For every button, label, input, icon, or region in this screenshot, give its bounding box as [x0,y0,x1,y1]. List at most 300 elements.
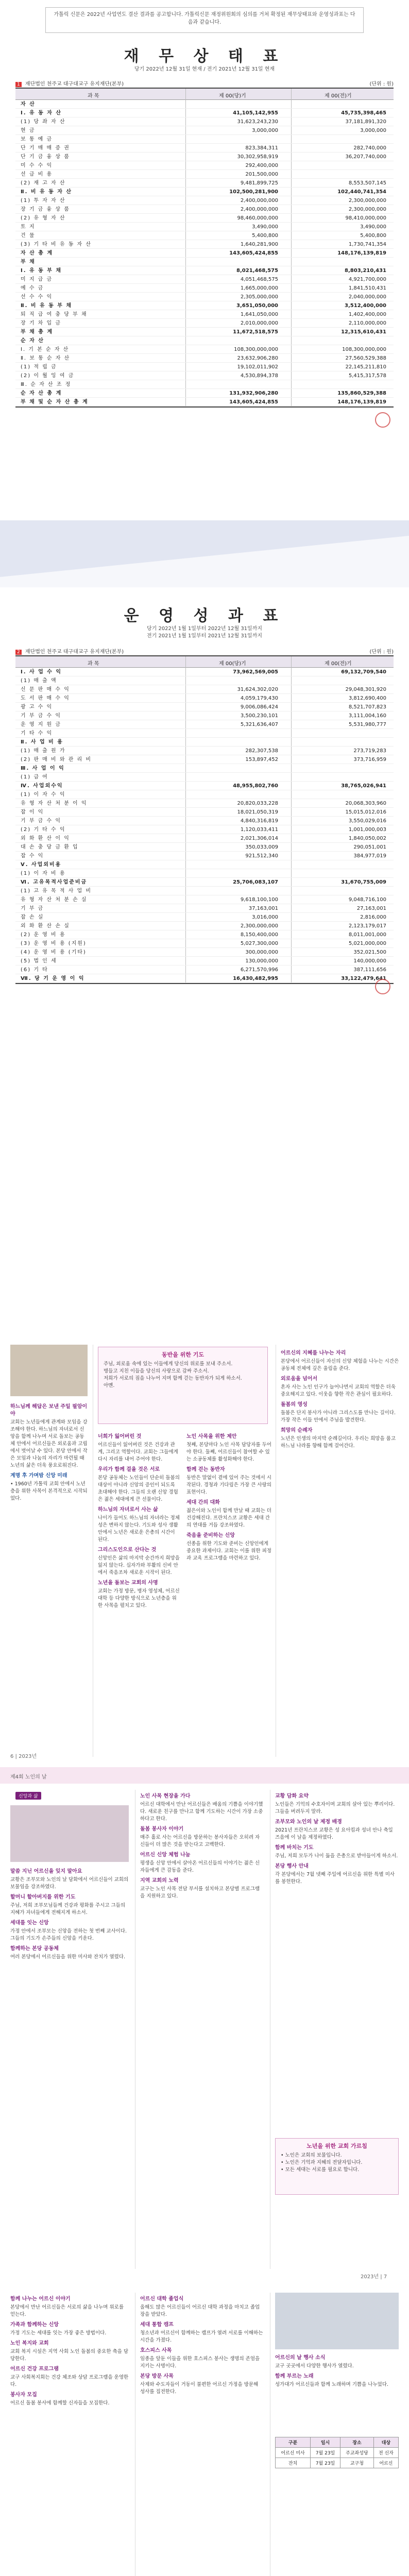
col-header-current: 제 00(당)기 [219,661,246,667]
value-current: 5,321,636,407 [240,722,278,727]
table-row [15,240,394,249]
row-label: 기 부 금 [21,906,44,911]
box-line: 병들고 지친 이들을 당신의 사랑으로 감싸 주소서. [104,1368,209,1374]
table-header [15,89,394,100]
value-prior: 27,163,001 [356,906,386,911]
value-current: 20,820,033,228 [237,801,278,806]
value-prior: 1,840,050,002 [348,836,386,841]
article-body: 여러 본당에서 어르신들을 위한 미사와 잔치가 열렸다. [10,1954,126,1960]
table-row [15,694,394,703]
article-column-2 [140,2293,264,2396]
article-photo [275,2293,399,2349]
row-label: (3) 기 타 비 유 동 자 산 [21,242,92,247]
row-label: 현 금 [21,128,36,133]
article-heading: 함께 부르는 노래 [275,2374,314,2379]
table-header-cell: 일시 [311,2437,340,2448]
article-page-3 [0,1767,409,2282]
article-heading: 봉사자 모집 [10,2392,37,2398]
row-label: (1) 투 자 자 산 [21,198,66,204]
value-current: 282,307,538 [245,748,278,754]
article-heading: 하느님의 자녀로서 사는 삶 [98,1507,158,1513]
row-label: 기 부 금 수 익 [21,713,62,719]
article-body: 첫째, 본당마다 노인 사목 담당자를 두어야 한다. 둘째, 어르신들이 참여할 수 있는 소공동체를 활성화해야 한다. [186,1442,271,1462]
row-label: 잡 손 실 [21,914,44,920]
value-prior: 1,841,510,431 [348,285,386,291]
row-label: Ⅰ. 사 업 수 익 [21,669,62,675]
value-prior: 108,300,000,000 [342,347,386,352]
value-current: 4,530,894,378 [240,373,278,379]
op-entity-row [15,647,394,655]
value-current: 8,150,400,000 [240,932,278,938]
value-current: 1,665,000,000 [240,285,278,291]
value-prior: 373,716,959 [353,757,386,762]
value-current: 1,640,281,900 [240,242,278,247]
table-row [15,310,394,319]
value-prior: 22,145,211,810 [345,364,386,370]
article-heading: 노인 사목을 위한 제안 [186,1434,237,1439]
table-row [15,275,394,284]
article-body: 나이가 들어도 하느님의 자녀라는 정체성은 변하지 않는다. 기도와 성사 생활 안에서 노년은 새로운 은총의 시간이 된다. [98,1515,180,1543]
article-heading: 어르신 건강 프로그램 [10,2366,59,2372]
article-body: 동반은 말없이 곁에 있어 주는 것에서 시작된다. 경청과 기다림은 가장 큰 사랑의 표현이다. [186,1475,271,1495]
value-current: 823,384,311 [245,145,278,151]
value-current: 18,021,050,319 [237,809,278,815]
row-label: Ⅰ. 기 본 순 자 산 [21,347,70,352]
row-label: Ⅴ. 사업외비용 [21,862,62,868]
table-row [15,676,394,685]
value-prior: 352,021,500 [353,950,386,955]
table-row [15,100,394,109]
value-current: 102,500,281,900 [229,189,278,195]
value-prior: 3,812,690,400 [348,696,386,701]
table-row [15,773,394,782]
table-row [15,354,394,363]
table-row [15,685,394,694]
value-prior: 2,110,000,000 [348,320,386,326]
value-prior: 12,315,610,431 [341,329,386,335]
page-header: 제4회 노인의 날 [10,1774,47,1780]
table-row [15,371,394,380]
table-cell: 주교좌성당 [340,2448,374,2458]
value-current: 4,059,179,430 [240,696,278,701]
value-current: 30,302,958,919 [237,154,278,160]
article-intro [10,1400,88,1502]
row-label: (5) 법 인 세 [21,958,57,964]
table-row [15,834,394,843]
article-column-2 [140,1790,264,1900]
row-label: Ⅱ. 비 유 동 자 산 [21,189,73,195]
article-heading: 가족과 함께하는 신앙 [10,2322,59,2328]
row-label: 부 채 및 순 자 산 총 계 [21,399,89,405]
article-body: 성가대가 어르신들과 함께 노래하며 기쁨을 나누었다. [275,2382,389,2387]
box-line: • 노인은 기억과 지혜의 전달자입니다. [281,2160,363,2165]
table-row [15,144,394,152]
article-heading: 본당 방문 사목 [140,2374,174,2379]
row-label: (2) 운 영 비 용 [21,932,66,938]
value-prior: 20,068,303,960 [345,801,386,806]
value-current: 4,051,468,575 [240,277,278,282]
article-body: 본당에서 만난 어르신들은 서로의 삶을 나누며 위로를 얻는다. [10,2304,124,2317]
table-row [15,126,394,135]
article-heading: 희망의 순례자 [281,1428,313,1433]
value-current: 31,623,243,230 [237,119,278,125]
table-row [15,747,394,755]
value-current: 921,512,340 [245,853,278,859]
value-current: 201,500,000 [245,172,278,177]
row-label: 장 기 금 융 상 품 [21,207,70,212]
value-prior: 9,048,716,100 [348,897,386,903]
row-label: Ⅲ. 사 업 이 익 [21,766,65,771]
row-label: Ⅱ. 사 업 비 용 [21,739,63,745]
table-row [15,790,394,799]
value-prior: 3,000,000 [360,128,386,133]
article-body: 교회는 노년들에게 관계와 모임을 강조해야 한다. 하느님의 자녀로서 신앙을 함께 나누며 서로 돌보는 공동체 안에서 어르신들은 외로움과 고립에서 벗어날 수 있다. 본당 안에서 작은 모임과 나눔의 자리가 마련될 때 노년의 삶은 더욱 풍요로워진다. [10,1419,88,1468]
article-column-2 [186,1430,271,1562]
value-current: 41,105,142,955 [233,110,278,116]
value-current: 131,932,906,280 [229,391,278,396]
article-column-1 [10,2293,129,2407]
row-label: Ⅲ. 순 자 산 조 정 [21,382,72,387]
teaching-title: 노년을 위한 교회 가르침 [306,2143,367,2149]
box-line: • 노인은 교회의 보물입니다. [281,2153,342,2158]
article-heading: 본당 행사 안내 [275,1863,309,1869]
article-column-1 [98,1430,180,1609]
table-row [15,117,394,126]
article-heading: 호스피스 사목 [140,2348,172,2353]
row-label: 단 기 매 매 증 권 [21,145,70,151]
table-row [15,738,394,747]
row-label: 단 기 금 융 상 품 [21,154,70,160]
row-label: 선 수 수 익 [21,294,53,300]
row-label: 부 채 총 계 [21,329,54,335]
article-body: 선종을 위한 기도와 준비는 신앙인에게 중요한 과제이다. 교회는 이를 위한 피정과 교육 프로그램을 마련하고 있다. [186,1541,271,1561]
value-prior: 140,000,000 [353,958,386,964]
table-row [15,398,394,406]
table-cell: 전 신자 [373,2448,398,2458]
value-current: 31,624,302,020 [237,687,278,692]
table-header-cell: 장소 [340,2437,374,2448]
row-label: (3) 운 영 비 용 (지원) [21,941,87,946]
value-prior: 3,512,400,000 [345,303,386,309]
article-page-4 [0,2287,409,2576]
table-cell: 7월 23일 [311,2458,340,2468]
box-line: 주님, 외로움 속에 있는 이들에게 당신의 위로를 보내 주소서. [104,1361,233,1367]
event-table [275,2437,399,2468]
value-prior: 3,550,029,016 [348,818,386,824]
table-row [15,817,394,825]
table-row [15,808,394,817]
value-prior: 69,132,709,540 [341,669,386,675]
row-label: 외 화 환 산 이 익 [21,836,70,841]
value-current: 2,400,000,000 [240,207,278,212]
article-body: 혼자 사는 노인 인구가 늘어나면서 교회의 역할은 더욱 중요해지고 있다. 이웃을 향한 작은 관심이 필요하다. [281,1384,396,1397]
article-column-3 [275,1790,399,1886]
table-cell: 잔치 [276,2458,311,2468]
table-row [15,869,394,878]
table-row [15,293,394,301]
value-prior: 3,490,000 [360,224,386,230]
article-body: 주님, 저희 모두가 나이 듦을 은총으로 받아들이게 하소서. [275,1853,398,1859]
seal-stamp [375,979,390,994]
value-current: 4,840,316,819 [240,818,278,824]
table-row [15,152,394,161]
value-prior: 5,400,800 [360,233,386,239]
value-prior: 98,410,000,000 [345,215,386,221]
article-heading: 세대를 잇는 신앙 [10,1920,49,1926]
article-heading: 하느님께 해답은 보낸 주일 필암이야 [10,1404,88,1417]
table-row [15,965,394,974]
table-row [15,301,394,310]
value-current: 9,618,100,100 [240,897,278,903]
value-current: 2,021,306,014 [240,836,278,841]
article-body: 매주 홀로 사는 어르신을 방문하는 봉사자들은 오히려 자신들이 더 많은 것을 받는다고 고백한다. [140,1835,260,1848]
table-row [15,843,394,852]
article-heading: 노인 복지와 교회 [10,2341,49,2346]
value-current: 1,641,050,000 [240,312,278,317]
article-heading: 함께 바치는 기도 [275,1845,314,1851]
col-header-item: 과 목 [88,661,99,667]
value-current: 11,672,518,575 [233,329,278,335]
table-row [15,729,394,738]
op-unit: (단위 : 원) [369,649,394,655]
value-prior: 2,816,000 [360,914,386,920]
table-row [15,258,394,266]
value-prior: 27,560,529,388 [345,355,386,361]
value-prior: 1,730,741,354 [348,242,386,247]
value-prior: 5,415,317,578 [348,373,386,379]
article-heading: 죽음을 준비하는 신앙 [186,1533,235,1538]
table-row [15,161,394,170]
value-prior: 273,719,283 [353,748,386,754]
article-body: 노인들은 기억의 수호자이며 교회의 살아 있는 뿌리이다. 그들을 버려두지 말라. [275,1802,395,1815]
row-label: 기 타 수 익 [21,731,53,736]
article-body: 어르신 대학에서 만난 어르신들은 배움의 기쁨을 이야기했다. 새로운 친구를 만나고 함께 기도하는 시간이 가장 소중하다고 한다. [140,1802,263,1822]
row-label: (1) 이 자 수 익 [21,792,66,798]
row-label: 보 통 예 금 [21,137,53,142]
value-current: 5,400,800 [252,233,278,239]
article-heading: 말씀 지닌 어르신을 잊지 말아요 [10,1869,82,1874]
article-heading: 우리가 함께 걸을 것은 서로 [98,1467,160,1472]
bs-unit: (단위 : 원) [369,81,394,87]
table-row [15,782,394,790]
value-current: 153,897,452 [245,757,278,762]
article-body: 평생을 신앙 안에서 살아온 어르신들의 이야기는 젊은 신자들에게 큰 감동을 준다. [140,1860,260,1873]
value-current: 143,605,424,855 [229,399,278,405]
article-heading: 어르신의 날 행사 소식 [275,2355,326,2361]
value-prior: 31,670,755,009 [341,879,386,885]
col-header-prior: 제 00(전)기 [325,661,352,667]
table-row [15,380,394,389]
table-row [15,948,394,957]
row-label: (2) 기 타 수 익 [21,827,66,833]
article-heading: 조부모와 노인의 날 제정 배경 [275,1819,342,1825]
article-heading: 외로움을 넘어서 [281,1376,318,1382]
article-body: 사제와 수도자들이 거동이 불편한 어르신 가정을 방문해 성사를 집전한다. [140,2382,259,2395]
value-prior: 282,740,000 [353,145,386,151]
article-heading: 할머니 할아버지를 위한 기도 [10,1894,76,1900]
table-row [15,887,394,895]
table-header [15,656,394,668]
article-body: 돌봄은 단지 봉사가 아니라 그리스도를 만나는 길이다. 가장 작은 이들 안에서 주님을 발견한다. [281,1410,396,1423]
row-label: 광 고 수 익 [21,704,53,710]
article-heading: 어르신 대학 졸업식 [140,2296,184,2302]
box-line: 저희가 서로의 짐을 나누어 지며 함께 걷는 동반자가 되게 하소서. [104,1376,242,1381]
row-label: (1) 매 출 액 [21,678,57,684]
table-row [15,336,394,345]
value-prior: 5,021,000,000 [348,941,386,946]
article-body: 2021년 프란치스코 교황은 성 요아킴과 성녀 안나 축일 즈음에 이 날을 제정하였다. [275,1827,393,1840]
article-heading: 돌봄의 영성 [281,1402,308,1408]
table-row [15,922,394,930]
row-label: 대 손 충 당 금 환 입 [21,844,79,850]
row-label: 순 자 산 [21,338,44,344]
table-row [15,720,394,729]
article-body: 주님, 저희 조부모님들께 건강과 평화를 주시고 그들의 지혜가 자녀들에게 전해지게 하소서. [10,1903,126,1916]
table-row [15,711,394,720]
bs-entity: 재단법인 천주교 대구대교구 유지재단(본부) [25,81,124,87]
value-prior: 148,176,139,819 [337,250,386,256]
value-prior: 2,300,000,000 [348,198,386,204]
article-body: 교구는 노인 사목 전담 부서를 설치하고 본당별 프로그램을 지원하고 있다. [140,1886,260,1899]
value-current: 25,706,083,107 [233,879,278,885]
value-current: 3,500,230,101 [240,713,278,719]
table-row [15,223,394,231]
value-current: 19,102,011,902 [237,364,278,370]
table-row [15,196,394,205]
row-label: Ⅶ. 당 기 운 영 이 익 [21,976,85,981]
article-heading: 노인 사목 현장을 가다 [140,1793,191,1799]
table-row [15,703,394,711]
article-column-3 [281,1347,399,1450]
table-row [15,284,394,293]
value-prior: 29,048,301,920 [345,687,386,692]
article-body: 교황은 조부모와 노인의 날 담화에서 어르신들이 교회의 보물임을 강조하였다. [10,1877,129,1890]
table-row [15,939,394,948]
row-label: 유 형 자 산 처 분 이 익 [21,801,88,806]
value-prior: 148,176,139,819 [337,399,386,405]
row-label: 퇴 직 급 여 충 당 부 채 [21,312,88,317]
value-current: 108,300,000,000 [234,347,278,352]
table-cell: 교구청 [340,2458,374,2468]
row-label: 외 화 환 산 손 실 [21,923,70,929]
row-label: 미 지 급 금 [21,277,53,282]
article-body: 올해도 많은 어르신들이 어르신 대학 과정을 마치고 졸업장을 받았다. [140,2304,260,2317]
table-row [15,231,394,240]
value-prior: 102,440,741,354 [337,189,386,195]
section-divider [0,520,409,587]
value-current: 143,605,424,855 [229,250,278,256]
article-heading: 세대 통합 캠프 [140,2322,174,2328]
article-body: 청소년과 어르신이 함께하는 캠프가 열려 서로를 이해하는 시간을 가졌다. [140,2330,263,2343]
row-label: 잡 수 익 [21,853,44,859]
value-prior: 8,553,507,145 [348,180,386,186]
value-prior: 387,111,656 [353,967,386,973]
table-row [15,957,394,965]
article-photo [10,1345,88,1396]
table-row [15,389,394,398]
row-label: 자 산 [21,101,36,107]
value-current: 16,430,482,995 [233,976,278,981]
balance-sheet-table [15,88,394,408]
value-current: 292,400,000 [245,163,278,168]
table-cell: 어르신 미사 [276,2448,311,2458]
value-current: 8,021,468,575 [236,268,278,274]
table-header-cell: 구분 [276,2437,311,2448]
row-label: 장 기 차 입 금 [21,320,62,326]
value-current: 48,955,802,760 [233,783,278,789]
article-body: • 1960년 가톨릭 교회 안에서 노년층을 위한 사목이 본격적으로 시작되었다. [10,1481,88,1501]
row-label: Ⅱ. 보 통 순 자 산 [21,355,71,361]
table-row [15,214,394,223]
table-row [15,878,394,887]
row-label: (1) 당 좌 자 산 [21,119,66,125]
row-label: Ⅰ. 유 동 자 산 [21,110,62,116]
row-label: 건 물 [21,233,36,239]
value-prior: 135,860,529,388 [337,391,386,396]
value-current: 3,651,050,000 [236,303,278,309]
value-current: 37,163,001 [248,906,278,911]
table-row [15,852,394,860]
row-label: 도 서 판 매 수 익 [21,696,70,701]
op-entity: 재단법인 천주교 대구대교구 유지재단(본부) [25,649,124,655]
row-label: (1) 급 여 [21,774,48,780]
value-current: 2,010,000,000 [240,320,278,326]
row-label: 신 문 판 매 수 익 [21,687,70,692]
article-heading: 세대 간의 대화 [186,1500,220,1505]
value-prior: 290,051,001 [353,844,386,850]
value-prior: 8,521,707,823 [348,704,386,710]
article-body: 교구 사회복지회는 건강 체조와 상담 프로그램을 운영한다. [10,2375,129,2387]
row-label: 예 수 금 [21,285,44,291]
article-body: 교회 복지 시설은 지역 사회 노인 돌봄의 중요한 축을 담당한다. [10,2349,129,2362]
value-current: 300,000,000 [245,950,278,955]
article-page-2 [0,1340,409,1762]
table-row [15,249,394,258]
row-label: Ⅱ. 비 유 동 부 채 [21,303,73,309]
article-subheading: 계명 후 가며밤 신앙 미래 [10,1473,67,1479]
prayer-box [98,1347,268,1424]
article-body: 교회는 가정 방문, 병자 영성체, 어르신 대학 등 다양한 방식으로 노년층을 위한 사목을 펼치고 있다. [98,1588,180,1608]
page-header-band [0,1767,409,1784]
value-current: 3,490,000 [252,224,278,230]
row-label: 순 자 산 총 계 [21,391,62,396]
value-current: 3,016,000 [252,914,278,920]
page-number: 6 | 2023년 [10,1754,37,1759]
table-row [15,668,394,676]
article-heading: 너희가 잃어버린 것 [98,1434,142,1439]
value-prior: 45,735,398,465 [341,110,386,116]
value-prior: 15,015,012,016 [345,809,386,815]
table-cell: 어르신 [373,2458,398,2468]
value-current: 130,000,000 [245,958,278,964]
table-row [15,764,394,773]
table-row [15,179,394,188]
page-number: 2023년 | 7 [361,2274,387,2280]
article-body: 어르신들이 잃어버린 것은 건강과 관계, 그리고 역할이다. 교회는 그들에게 다시 자리를 내어 주어야 한다. [98,1442,178,1462]
row-label: 미 수 수 익 [21,163,53,168]
value-prior: 384,977,019 [353,853,386,859]
value-current: 2,400,000,000 [240,198,278,204]
prayer-title: 동반을 위한 기도 [161,1351,204,1358]
row-label: 토 지 [21,224,36,230]
table-cell: 7월 23일 [311,2448,340,2458]
value-current: 2,300,000,000 [240,923,278,929]
row-label: Ⅰ. 유 동 부 채 [21,268,62,274]
col-header-current: 제 00(당)기 [219,93,246,99]
article-heading: 돌봄 봉사자 이야기 [140,1826,184,1832]
article-heading: 그리스도인으로 산다는 것 [98,1547,157,1553]
value-prior: 38,765,026,941 [341,783,386,789]
